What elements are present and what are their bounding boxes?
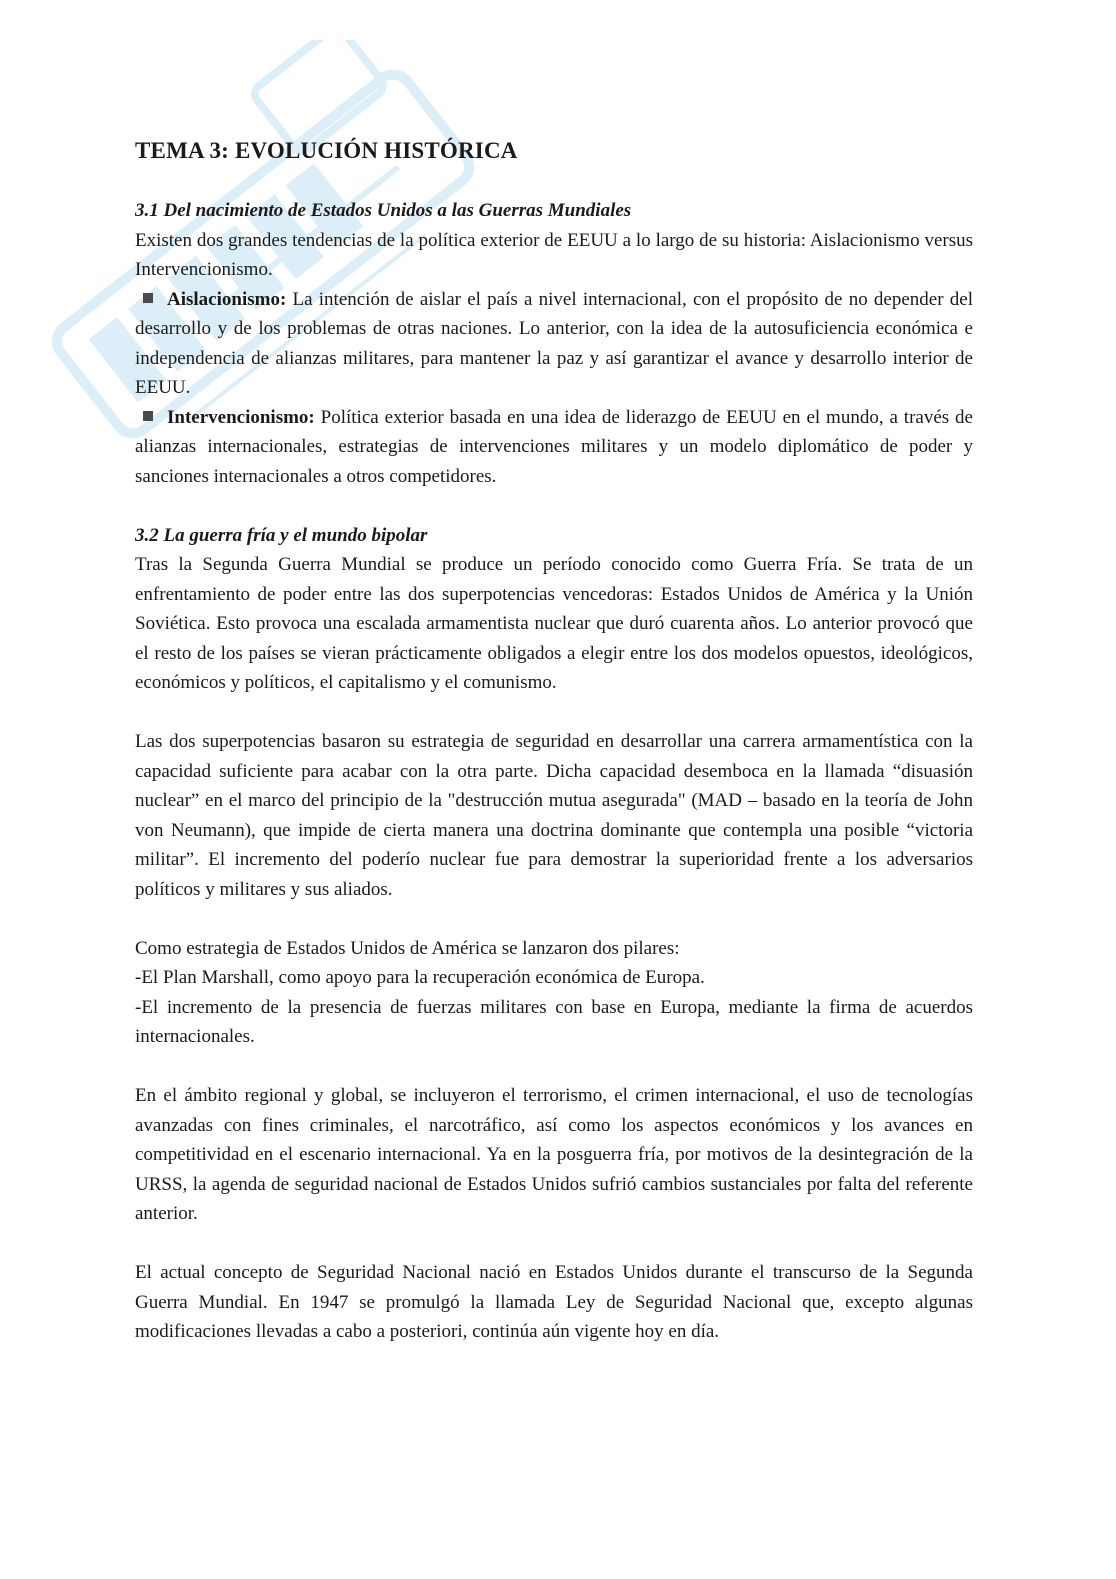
spacer — [135, 491, 973, 521]
spacer — [135, 1052, 973, 1082]
section-3-1-intro: Existen dos grandes tendencias de la política exterior de EEUU a lo largo de su historia: Aislacionismo versus Intervencionismo. — [135, 229, 973, 280]
paragraph-line: -El incremento de la presencia de fuerzas militares con base en Europa, mediante la firma de acuerdos internacionales. — [135, 996, 973, 1047]
paragraph: En el ámbito regional y global, se incluyeron el terrorismo, el crimen internacional, el uso de tecnologías avanzadas con fines criminales, el narcotráfico, así como los aspectos económicos y los avances en competitividad en el escenario internacional. Ya en la posguerra fría, por motivos de la desintegración de la URSS, la agenda de seguridad nacional de Estados Unidos sufrió cambios sustanciales por falta del referente anterior. — [135, 1085, 973, 1224]
square-bullet-icon — [143, 293, 153, 303]
bullet-item-intervencionismo — [135, 403, 973, 492]
bullet-item-aislacionismo — [135, 285, 973, 403]
spacer — [135, 698, 973, 728]
section-heading-3-2: 3.2 La guerra fría y el mundo bipolar — [135, 524, 428, 546]
spacer — [135, 904, 973, 934]
square-bullet-icon — [143, 411, 153, 421]
paragraph: El actual concepto de Seguridad Nacional nació en Estados Unidos durante el transcurso de la Segunda Guerra Mundial. En 1947 se promulgó la llamada Ley de Seguridad Nacional que, excepto algunas modificaciones llevadas a cabo a posteriori, continúa aún vigente hoy en día. — [135, 1262, 973, 1342]
paragraph: Tras la Segunda Guerra Mundial se produce un período conocido como Guerra Fría. Se trata de un enfrentamiento de poder entre las dos superpotencias vencedoras: Estados Unidos de América y la Unión Soviética. Esto provoca una escalada armamentista nuclear que duró cuarenta años. Lo anterior provocó que el resto de los países se vieran prácticamente obligados a elegir entre los dos modelos opuestos, ideológicos, económicos y políticos, el capitalismo y el comunismo. — [135, 554, 973, 693]
document-page — [135, 136, 973, 1347]
section-heading-3-1: 3.1 Del nacimiento de Estados Unidos a las Guerras Mundiales — [135, 200, 632, 221]
paragraph-line: -El Plan Marshall, como apoyo para la recuperación económica de Europa. — [135, 967, 705, 988]
bullet-text: Política exterior basada en una idea de liderazgo de EEUU en el mundo, a través de alianzas internacionales, estrategias de intervenciones militares y un modelo diplomático de poder y sanciones internacionales a otros competidores. — [135, 406, 973, 487]
bullet-term: Aislacionismo: — [167, 288, 287, 310]
page-title: TEMA 3: EVOLUCIÓN HISTÓRICA — [135, 138, 518, 163]
bullet-term: Intervencionismo: — [167, 406, 315, 428]
paragraph: Las dos superpotencias basaron su estrategia de seguridad en desarrollar una carrera armamentística con la capacidad suficiente para acabar con la otra parte. Dicha capacidad desemboca en la llamada “disuasión nuclear” en el marco del principio de la "destrucción mutua asegurada" (MAD – basado en la teoría de John von Neumann), que impide de cierta manera una doctrina dominante que contempla una posible “victoria militar”. El incremento del poderío nuclear fue para demostrar la superioridad frente a los adversarios políticos y militares y sus aliados. — [135, 731, 973, 900]
bullet-text: La intención de aislar el país a nivel internacional, con el propósito de no depender del desarrollo y de los problemas de otras naciones. Lo anterior, con la idea de la autosuficiencia económica e independencia de alianzas militares, para mantener la paz y así garantizar el avance y desarrollo interior de EEUU. — [135, 288, 973, 398]
spacer — [135, 1229, 973, 1259]
paragraph-line: Como estrategia de Estados Unidos de América se lanzaron dos pilares: — [135, 937, 680, 959]
